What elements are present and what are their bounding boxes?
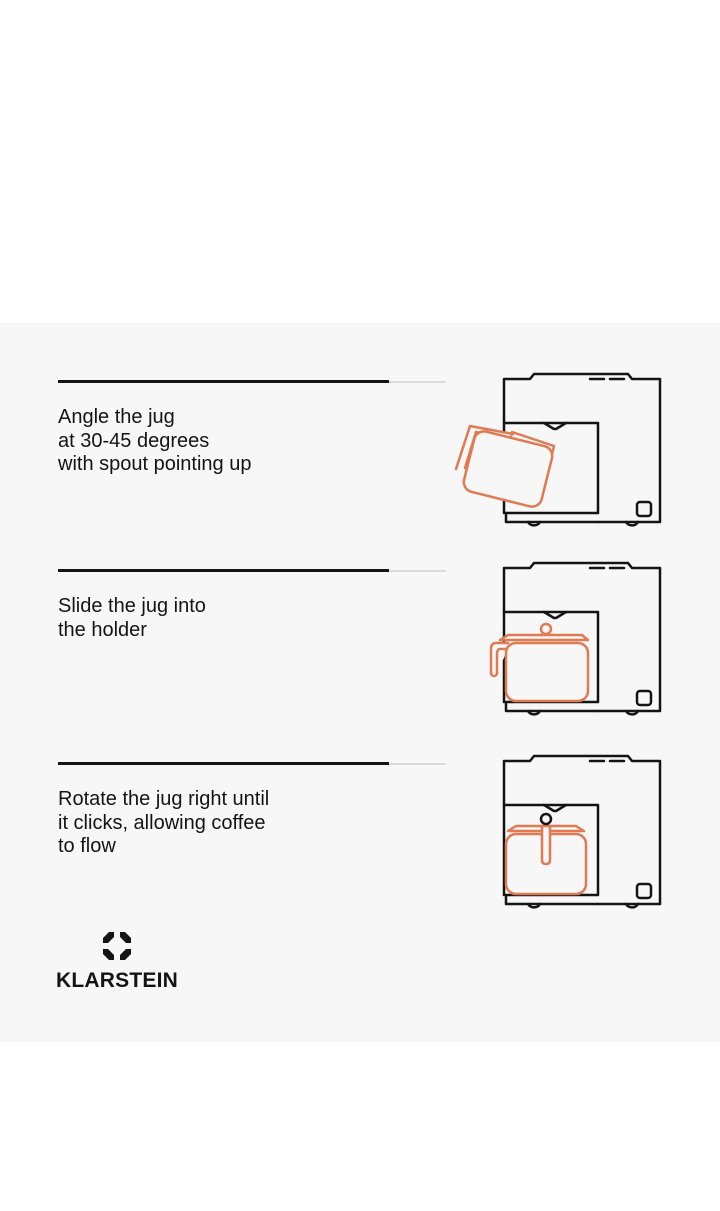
step-1 xyxy=(0,380,720,550)
step-divider xyxy=(58,380,446,383)
jug-sliding-icon xyxy=(448,559,668,729)
step-3-text: Rotate the jug right until it clicks, allowing coffee to flow xyxy=(58,788,270,857)
step-2-text: Slide the jug into the holder xyxy=(58,595,206,641)
jug-rotated-icon xyxy=(448,752,668,922)
step-divider xyxy=(58,569,446,572)
step-2 xyxy=(0,569,720,739)
instructions-panel xyxy=(0,323,720,1042)
step-1-text: Angle the jug at 30-45 degrees with spout pointing up xyxy=(58,406,252,475)
klarstein-logo-icon xyxy=(102,931,132,961)
brand-name: KLARSTEIN xyxy=(56,969,178,992)
step-divider xyxy=(58,762,446,765)
step-3 xyxy=(0,762,720,932)
jug-angled-icon xyxy=(448,370,668,540)
